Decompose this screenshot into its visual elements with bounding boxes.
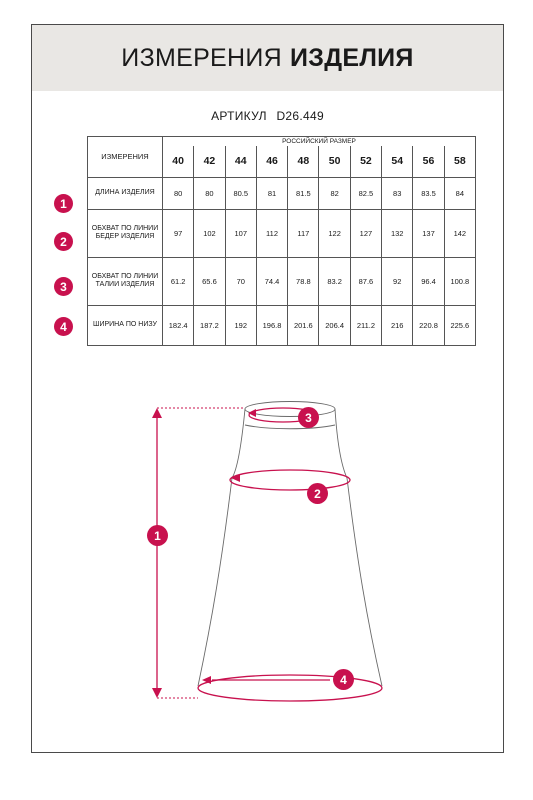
diagram-badge-1: 1 bbox=[147, 525, 168, 546]
table-cell: 132 bbox=[382, 209, 413, 257]
title-light: ИЗМЕРЕНИЯ bbox=[121, 43, 282, 72]
size-header: 46 bbox=[256, 146, 287, 177]
table-cell: 182.4 bbox=[163, 305, 194, 345]
dim-header: ИЗМЕРЕНИЯ bbox=[88, 137, 163, 178]
table-cell: 82.5 bbox=[350, 177, 381, 209]
table-cell: 81 bbox=[256, 177, 287, 209]
size-header: 42 bbox=[194, 146, 225, 177]
table-cell: 211.2 bbox=[350, 305, 381, 345]
table-cell: 80 bbox=[163, 177, 194, 209]
row-label: ДЛИНА ИЗДЕЛИЯ bbox=[88, 177, 163, 209]
table-cell: 97 bbox=[163, 209, 194, 257]
table-cell: 187.2 bbox=[194, 305, 225, 345]
size-header: 50 bbox=[319, 146, 350, 177]
table-cell: 196.8 bbox=[256, 305, 287, 345]
table-cell: 112 bbox=[256, 209, 287, 257]
table-cell: 92 bbox=[382, 257, 413, 305]
table-cell: 78.8 bbox=[288, 257, 319, 305]
row-badge-2: 2 bbox=[54, 232, 73, 251]
table-cell: 206.4 bbox=[319, 305, 350, 345]
table-cell: 107 bbox=[225, 209, 256, 257]
diagram-badge-2: 2 bbox=[307, 483, 328, 504]
table-cell: 87.6 bbox=[350, 257, 381, 305]
table-cell: 81.5 bbox=[288, 177, 319, 209]
table-cell: 216 bbox=[382, 305, 413, 345]
length-arrow bbox=[152, 408, 245, 698]
region-header: РОССИЙСКИЙ РАЗМЕР bbox=[163, 137, 476, 147]
table-cell: 80.5 bbox=[225, 177, 256, 209]
table-cell: 122 bbox=[319, 209, 350, 257]
table-cell: 83.5 bbox=[413, 177, 444, 209]
table-cell: 74.4 bbox=[256, 257, 287, 305]
size-header: 58 bbox=[444, 146, 475, 177]
size-header: 54 bbox=[382, 146, 413, 177]
row-badge-3: 3 bbox=[54, 277, 73, 296]
size-header: 44 bbox=[225, 146, 256, 177]
table-cell: 127 bbox=[350, 209, 381, 257]
diagram-badge-3: 3 bbox=[298, 407, 319, 428]
table-cell: 96.4 bbox=[413, 257, 444, 305]
table-cell: 100.8 bbox=[444, 257, 475, 305]
table-cell: 137 bbox=[413, 209, 444, 257]
table-cell: 61.2 bbox=[163, 257, 194, 305]
table-cell: 201.6 bbox=[288, 305, 319, 345]
table-cell: 220.8 bbox=[413, 305, 444, 345]
table-cell: 83.2 bbox=[319, 257, 350, 305]
table-cell: 82 bbox=[319, 177, 350, 209]
article-code: D26.449 bbox=[276, 109, 324, 123]
title-bold: ИЗДЕЛИЯ bbox=[290, 43, 414, 72]
diagram-badge-4: 4 bbox=[333, 669, 354, 690]
size-header: 48 bbox=[288, 146, 319, 177]
row-badge-4: 4 bbox=[54, 317, 73, 336]
hem-measure bbox=[198, 675, 382, 701]
table-cell: 142 bbox=[444, 209, 475, 257]
table-cell: 117 bbox=[288, 209, 319, 257]
article-label: АРТИКУЛ bbox=[211, 109, 267, 123]
table-cell: 225.6 bbox=[444, 305, 475, 345]
table-cell: 70 bbox=[225, 257, 256, 305]
size-header: 40 bbox=[163, 146, 194, 177]
row-label: ОБХВАТ ПО ЛИНИИ ТАЛИИ ИЗДЕЛИЯ bbox=[88, 257, 163, 305]
table-cell: 84 bbox=[444, 177, 475, 209]
table-cell: 192 bbox=[225, 305, 256, 345]
table-cell: 65.6 bbox=[194, 257, 225, 305]
table-cell: 83 bbox=[382, 177, 413, 209]
skirt-outline bbox=[198, 402, 382, 687]
row-label: ШИРИНА ПО НИЗУ bbox=[88, 305, 163, 345]
row-badge-1: 1 bbox=[54, 194, 73, 213]
size-header: 56 bbox=[413, 146, 444, 177]
row-label: ОБХВАТ ПО ЛИНИИ БЕДЕР ИЗДЕЛИЯ bbox=[88, 209, 163, 257]
table-cell: 102 bbox=[194, 209, 225, 257]
table-cell: 80 bbox=[194, 177, 225, 209]
size-header: 52 bbox=[350, 146, 381, 177]
hip-measure bbox=[230, 470, 350, 490]
